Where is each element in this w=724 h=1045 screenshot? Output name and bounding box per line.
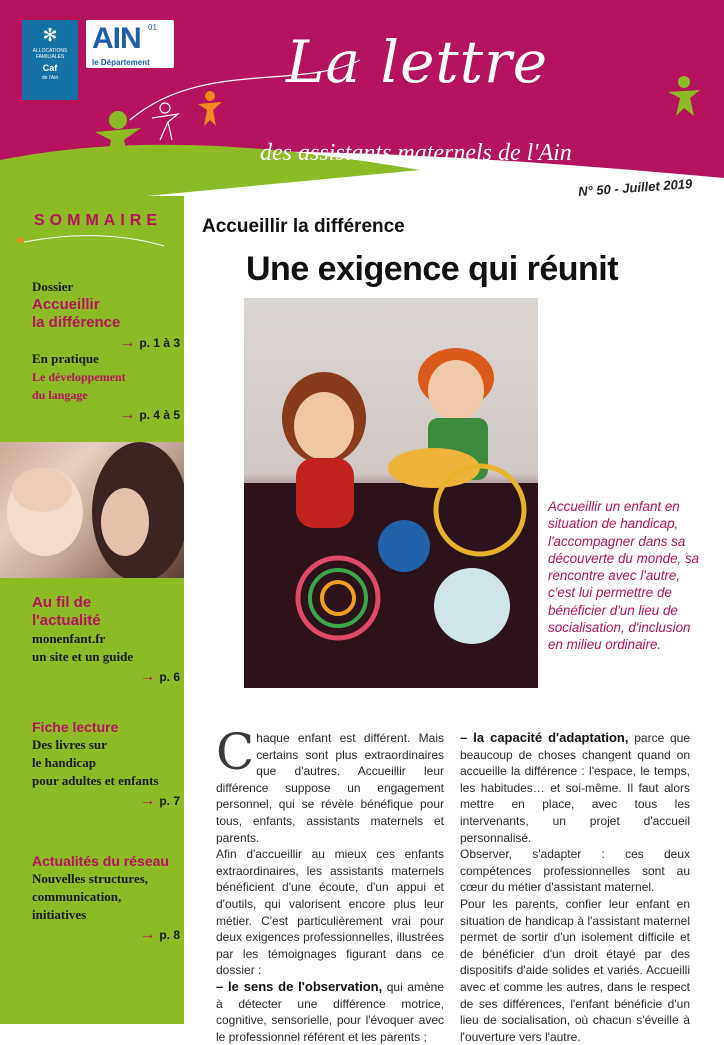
summary-dossier-title-2: la différence bbox=[32, 314, 121, 331]
summary-item-dossier[interactable] bbox=[32, 278, 180, 352]
col2-paragraph-1 bbox=[460, 730, 690, 846]
newsletter-title: La lettre bbox=[286, 28, 549, 96]
sidebar-top-swoosh bbox=[0, 168, 184, 208]
ain-logo-subtitle: le Département bbox=[92, 58, 150, 67]
col1-lead: – le sens de l'observation, bbox=[216, 978, 383, 994]
sommaire-heading: SOMMAIRE bbox=[34, 212, 162, 229]
article-column-2 bbox=[460, 730, 690, 1045]
summary-actualite-line2: un site et un guide bbox=[32, 649, 134, 664]
ain-logo bbox=[86, 20, 174, 68]
col2-lead: – la capacité d'adaptation, bbox=[460, 730, 629, 745]
summary-dossier-title-1: Accueillir bbox=[32, 296, 100, 313]
col1-paragraph-3-text: qui amène à détecter une différence motrice, cognitive, sensorielle, pour l'évoquer avec le professionnel référent et les parents ; bbox=[216, 979, 444, 1044]
sidebar-photo-illustration bbox=[0, 442, 184, 578]
ain-logo-name: AIN bbox=[92, 22, 141, 55]
col2-paragraph-1-text: parce que beaucoup de choses changent quand on accueille la différence : l'espace, le temps, les habitudes… et soi-même. Il faut alors mettre en place, avec tous les intervenants, un projet d'accueil personnalisé. bbox=[460, 731, 690, 845]
summary-reseau-line3: initiatives bbox=[32, 907, 87, 922]
orange-figure-icon bbox=[198, 91, 222, 126]
issue-number: N° 50 - Juillet 2019 bbox=[577, 176, 693, 199]
caf-snowflake-icon: ✻ bbox=[42, 25, 58, 45]
arrow-right-icon: → bbox=[139, 792, 156, 809]
caf-logo-line3: de l'Ain bbox=[41, 75, 59, 81]
summary-item-actualite[interactable] bbox=[32, 594, 180, 686]
col2-paragraph-2: Observer, s'adapter : ces deux compétences professionnelles sont au cœur du métier d'assistant maternel. bbox=[460, 847, 690, 895]
green-figure-right-icon bbox=[668, 76, 700, 116]
article-kicker: Accueillir la différence bbox=[202, 216, 405, 237]
summary-item-lecture[interactable] bbox=[32, 718, 180, 810]
summary-actualite-title-2: l'actualité bbox=[32, 612, 101, 629]
arrow-right-icon: → bbox=[119, 334, 136, 351]
article-headline: Une exigence qui réunit bbox=[246, 250, 619, 288]
summary-actualite-page: p. 6 bbox=[159, 670, 180, 684]
photo-caption: Accueillir un enfant en situation de handicap, l'accompagner dans sa découverte du monde, sa rencontre avec l'autre, c'est lui permettre de bénéficier d'un lieu de socialisation, d'inclusion en milieu ordinaire. bbox=[548, 499, 700, 653]
col1-paragraph-2: Afin d'accueillir au mieux ces enfants extraordinaires, les assistants maternels bénéficient d'une écoute, d'un appui et d'outils, qui valorisent encore plus leur métier. C'est particulièrement vrai pour deux exigences professionnelles, illustrées par les témoignages figurant dans ce dossier : bbox=[216, 847, 444, 978]
newsletter-subtitle: des assistants maternels de l'Ain bbox=[260, 140, 572, 166]
arrow-right-icon: → bbox=[139, 926, 156, 943]
summary-pratique-title-2: du langage bbox=[32, 388, 88, 402]
white-figure-icon bbox=[152, 103, 178, 140]
summary-actualite-line1: monenfant.fr bbox=[32, 631, 106, 646]
summary-lecture-title: Fiche lecture bbox=[32, 719, 119, 735]
summary-dossier-page: p. 1 à 3 bbox=[139, 336, 180, 350]
col1-paragraph-3 bbox=[216, 979, 444, 1045]
dolls-photo-illustration bbox=[244, 298, 538, 688]
arrow-right-icon: → bbox=[139, 668, 156, 685]
ain-logo-number: 01 bbox=[148, 23, 157, 32]
summary-reseau-line2: communication, bbox=[32, 889, 122, 904]
summary-lecture-page: p. 7 bbox=[159, 794, 180, 808]
summary-item-pratique[interactable] bbox=[32, 350, 180, 424]
caf-logo-line1: ALLOCATIONS FAMILIALES bbox=[32, 48, 68, 60]
summary-reseau-page: p. 8 bbox=[159, 928, 180, 942]
summary-lecture-line3: pour adultes et enfants bbox=[32, 773, 159, 788]
sommaire-underline-decoration bbox=[14, 228, 174, 252]
sidebar-photo-mother-baby bbox=[0, 442, 184, 578]
summary-pratique-title-1: Le développement bbox=[32, 370, 126, 384]
summary-pratique-page: p. 4 à 5 bbox=[139, 408, 180, 422]
summary-reseau-line1: Nouvelles structures, bbox=[32, 871, 149, 886]
summary-lecture-line2: le handicap bbox=[32, 755, 96, 770]
summary-actualite-title-1: Au fil de bbox=[32, 594, 92, 611]
article-photo-dolls bbox=[244, 298, 538, 688]
col1-paragraph-1: haque enfant est différent. Mais certains sont plus extraordinaires que d'autres. Accueillir leur différence suppose un engagement personnel, qui se révèle bénéfique pour tous, enfants, assistants maternels et parents. bbox=[216, 731, 444, 845]
arrow-right-icon: → bbox=[119, 406, 136, 423]
col2-paragraph-3: Pour les parents, confier leur enfant en situation de handicap à l'assistant maternel permet de sortir d'un isolement difficile et de bénéficier d'un droit étayé par des dispositifs d'aide solides et variés. Accueilli avec et comme les autres, dans le respect de ses différences, l'enfant bénéficie d'un lieu de socialisation, où chacun s'éveille à l'ouverture vers l'autre. bbox=[460, 896, 690, 1044]
summary-lecture-line1: Des livres sur bbox=[32, 737, 107, 752]
drop-cap: C bbox=[216, 723, 255, 781]
caf-logo bbox=[22, 20, 78, 100]
summary-reseau-title: Actualités du réseau bbox=[32, 853, 169, 869]
summary-dossier-label: Dossier bbox=[32, 279, 74, 294]
caf-logo-line2: Caf bbox=[42, 63, 58, 73]
small-figure-icon bbox=[17, 237, 23, 243]
summary-pratique-label: En pratique bbox=[32, 351, 99, 366]
article-column-1 bbox=[216, 723, 444, 1045]
summary-item-reseau[interactable] bbox=[32, 852, 180, 944]
